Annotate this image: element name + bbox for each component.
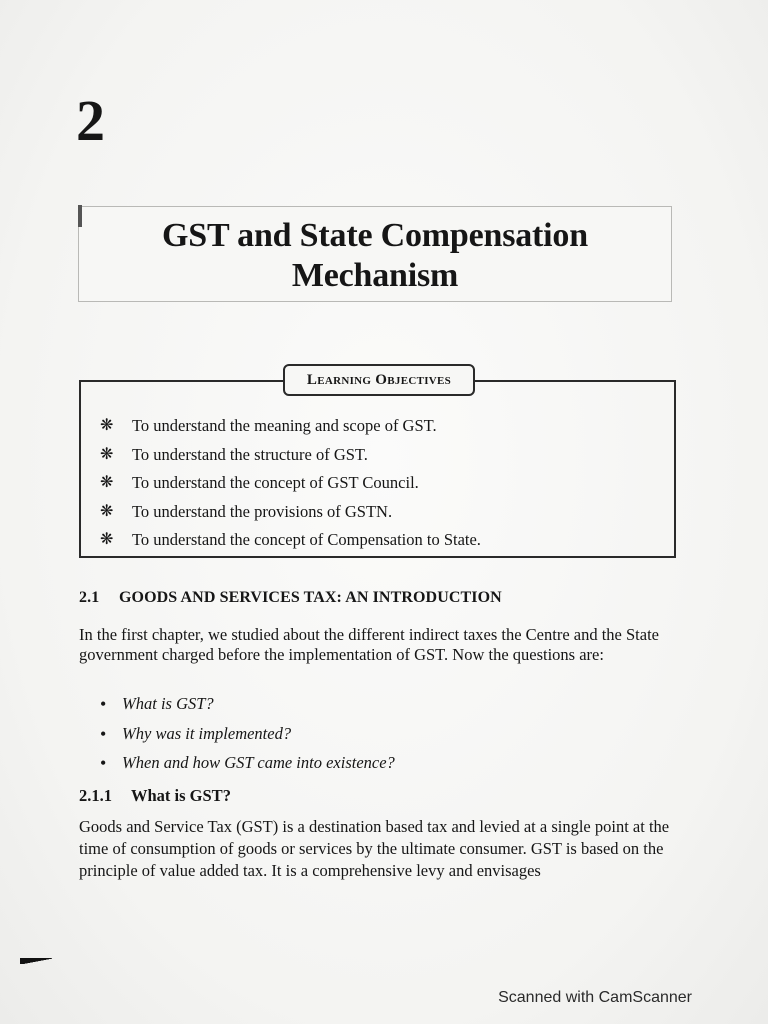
list-item: • What is GST?: [100, 692, 395, 722]
flower-bullet-icon: ❋: [100, 474, 114, 492]
scan-edge-mark: [20, 958, 52, 964]
list-item: [100, 469, 481, 498]
list-item: [100, 441, 481, 470]
chapter-number: 2: [76, 88, 105, 153]
chapter-title-line-1: GST and State Compensation: [162, 217, 588, 254]
objective-text: To understand the concept of GST Council.: [132, 473, 419, 493]
list-item: [100, 526, 481, 555]
list-item: [100, 498, 481, 527]
flower-bullet-icon: ❋: [100, 502, 114, 520]
list-item: • When and how GST came into existence?: [100, 751, 395, 781]
chapter-title-line-2: Mechanism: [291, 257, 459, 294]
list-item: • Why was it implemented?: [100, 722, 395, 752]
questions-list: [100, 692, 395, 781]
subsection-heading: [79, 786, 231, 806]
objective-text: To understand the meaning and scope of GST.: [132, 416, 437, 435]
body-paragraph: Goods and Service Tax (GST) is a destination based tax and levied at a single point at the time of consumption of goods or services by the ultimate consumer. GST is based on the principle of value added tax. It is a comprehensive levy and envisages: [79, 817, 670, 880]
objective-text: To understand the concept of Compensation to State.: [132, 530, 481, 550]
learning-objectives-list: [100, 412, 481, 555]
section-title: GOODS AND SERVICES TAX: AN INTRODUCTION: [119, 589, 502, 606]
list-item: [100, 412, 481, 441]
learning-objectives-label: Learning Objectives: [283, 364, 475, 396]
flower-bullet-icon: ❋: [100, 417, 114, 434]
subsection-title: What is GST?: [131, 786, 231, 805]
objective-text: To understand the structure of GST.: [132, 444, 368, 464]
subsection-number: 2.1.1: [79, 786, 112, 805]
flower-bullet-icon: ❋: [100, 531, 114, 549]
scanner-watermark: Scanned with CamScanner: [498, 989, 692, 1006]
objective-text: To understand the provisions of GSTN.: [132, 501, 393, 521]
section-number: 2.1: [79, 589, 100, 606]
intro-paragraph: In the first chapter, we studied about the different indirect taxes the Centre and the State government charged before the implementation of GST. Now the questions are:: [79, 625, 659, 664]
chapter-title-box: [78, 206, 672, 302]
flower-bullet-icon: ❋: [100, 445, 114, 463]
section-heading: [79, 589, 502, 607]
